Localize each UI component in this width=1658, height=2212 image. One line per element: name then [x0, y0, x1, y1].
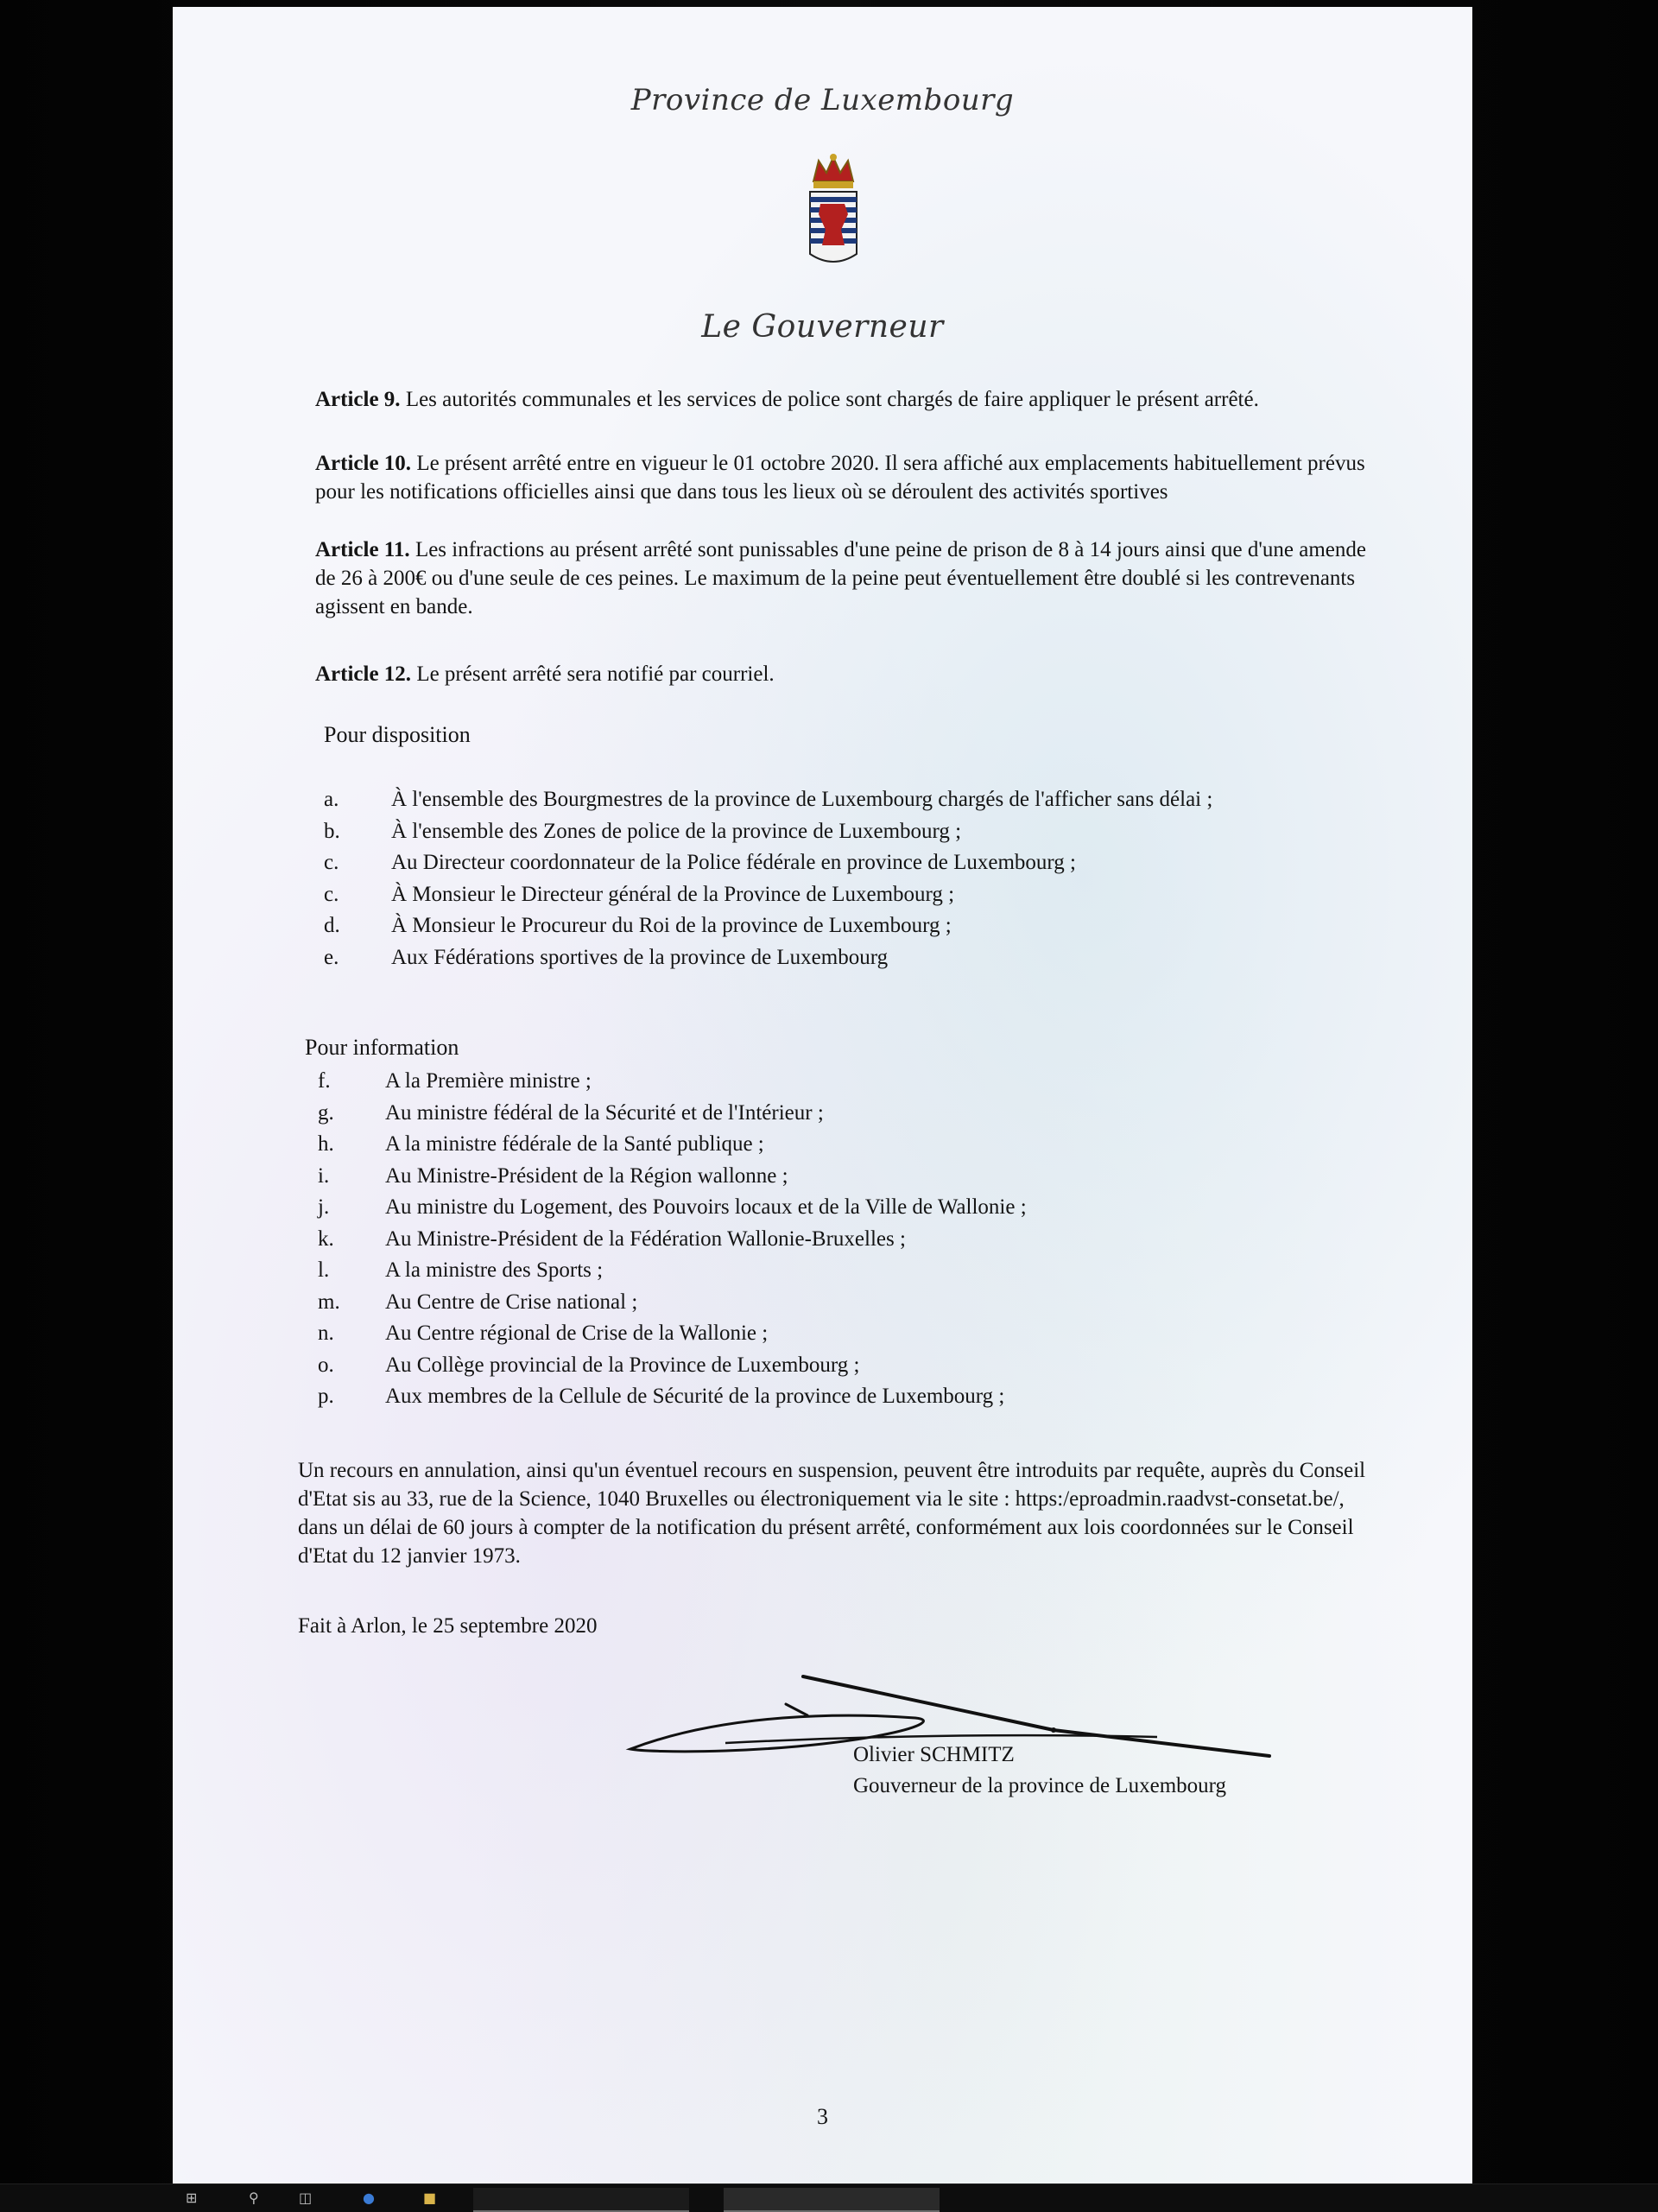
list-item: [318, 1255, 1027, 1287]
list-item-text: Au Centre régional de Crise de la Wallonie ;: [385, 1321, 769, 1345]
article-text: Le présent arrêté sera notifié par courriel.: [416, 662, 775, 686]
information-heading: Pour information: [305, 1035, 459, 1060]
list-item-text: À Monsieur le Procureur du Roi de la province de Luxembourg ;: [391, 914, 952, 937]
appeal-notice: Un recours en annulation, ainsi qu'un éventuel recours en suspension, peuvent être introduits par requête, auprès du Conseil d'Etat sis au 33, rue de la Science, 1040 Bruxelles ou électroniquement via le site : https:/eproadmin.raadvst-consetat.be/, dans un délai de 60 jours à compter de la notification du présent arrêté, conformément aux lois coordonnées sur le Conseil d'Etat du 12 janvier 1973.: [298, 1459, 1366, 1568]
list-item: [318, 1381, 1027, 1413]
article-10: [315, 449, 1369, 506]
list-item: [318, 1161, 1027, 1193]
list-item: [324, 784, 1212, 816]
list-marker: d.: [324, 914, 340, 937]
windows-start-icon[interactable]: ⊞: [186, 2190, 198, 2206]
list-item-text: A la ministre fédérale de la Santé publique ;: [385, 1132, 764, 1156]
list-item-text: Aux membres de la Cellule de Sécurité de la province de Luxembourg ;: [385, 1385, 1005, 1408]
list-item-text: Au ministre fédéral de la Sécurité et de l'Intérieur ;: [385, 1100, 824, 1125]
list-marker: j.: [318, 1195, 330, 1219]
taskbar-window-pdf[interactable]: [473, 2188, 689, 2212]
list-item-text: Au Collège provincial de la Province de Luxembourg ;: [385, 1353, 860, 1377]
list-item: [324, 942, 1212, 974]
list-marker: b.: [324, 819, 340, 843]
list-item-text: À l'ensemble des Zones de police de la province de Luxembourg ;: [391, 819, 962, 843]
list-item-text: Au Ministre-Président de la Région wallonne ;: [385, 1163, 788, 1188]
list-marker: p.: [318, 1385, 334, 1408]
article-label: Article 12.: [315, 662, 412, 686]
search-icon[interactable]: ⚲: [249, 2190, 259, 2206]
list-item: [318, 1287, 1027, 1319]
list-item-text: À l'ensemble des Bourgmestres de la province de Luxembourg chargés de l'afficher sans délai ;: [391, 788, 1213, 811]
list-item-text: A la ministre des Sports ;: [385, 1258, 604, 1282]
list-item: [318, 1129, 1027, 1161]
list-item-text: Au Centre de Crise national ;: [385, 1290, 638, 1314]
browser-icon[interactable]: ●: [363, 2190, 375, 2206]
list-item: [318, 1192, 1027, 1224]
list-marker: c.: [324, 882, 339, 906]
province-header: Province de Luxembourg: [630, 83, 1015, 117]
list-marker: e.: [324, 945, 339, 969]
list-marker: h.: [318, 1132, 334, 1156]
list-marker: c.: [324, 851, 339, 874]
list-item: [318, 1224, 1027, 1256]
list-item: [318, 1098, 1027, 1130]
taskbar-window-pdf-active[interactable]: [724, 2188, 940, 2212]
list-marker: k.: [318, 1226, 334, 1251]
list-marker: g.: [318, 1100, 334, 1125]
list-item: [318, 1066, 1027, 1098]
article-text: Le présent arrêté entre en vigueur le 01 octobre 2020. Il sera affiché aux emplacements habituellement prévus pour les notifications officielles ainsi que dans tous les lieux où se déroulent des activités sportives: [315, 452, 1365, 504]
list-item: [324, 910, 1212, 942]
list-item-text: A la Première ministre ;: [385, 1069, 592, 1093]
list-marker: m.: [318, 1290, 340, 1314]
information-list: [318, 1066, 1027, 1413]
article-label: Article 11.: [315, 538, 410, 561]
article-text: Les infractions au présent arrêté sont punissables d'une peine de prison de 8 à 14 jours ainsi que d'une amende de 26 à 200€ ou d'une seule de ces peines. Le maximum de la peine peut éventuellement être doublé si les contrevenants agissent en bande.: [315, 538, 1366, 618]
page-number: 3: [817, 2104, 828, 2129]
disposition-list: [324, 784, 1212, 973]
article-9: [315, 385, 1369, 414]
list-item: [324, 847, 1212, 879]
list-item: [324, 879, 1212, 911]
disposition-heading: Pour disposition: [324, 722, 471, 747]
list-marker: f.: [318, 1069, 331, 1093]
document-page: [173, 7, 1472, 2183]
list-item-text: Aux Fédérations sportives de la province de Luxembourg: [391, 945, 889, 969]
list-item-text: Au Directeur coordonnateur de la Police fédérale en province de Luxembourg ;: [391, 851, 1076, 874]
article-11: [315, 536, 1369, 621]
list-marker: l.: [318, 1258, 330, 1282]
article-label: Article 10.: [315, 452, 412, 475]
taskbar: [0, 2183, 1658, 2212]
list-marker: i.: [318, 1163, 330, 1188]
signer-title: Gouverneur de la province de Luxembourg: [853, 1774, 1227, 1797]
list-item-text: Au Ministre-Président de la Fédération Wallonie-Bruxelles ;: [385, 1226, 906, 1251]
governor-title: Le Gouverneur: [701, 309, 944, 345]
place-date: Fait à Arlon, le 25 septembre 2020: [298, 1614, 598, 1638]
list-item: [318, 1350, 1027, 1382]
list-marker: n.: [318, 1321, 334, 1345]
article-12: [315, 660, 1369, 688]
article-text: Les autorités communales et les services de police sont chargés de faire appliquer le présent arrêté.: [405, 388, 1259, 411]
list-marker: o.: [318, 1353, 334, 1377]
list-item-text: À Monsieur le Directeur général de la Province de Luxembourg ;: [391, 882, 955, 906]
list-marker: a.: [324, 788, 339, 811]
coat-of-arms-icon: [803, 152, 864, 269]
article-label: Article 9.: [315, 388, 401, 411]
folder-icon[interactable]: ■: [423, 2190, 437, 2206]
list-item: [318, 1318, 1027, 1350]
signer-name: Olivier SCHMITZ: [853, 1743, 1015, 1766]
task-view-icon[interactable]: ◫: [299, 2190, 313, 2206]
list-item: [324, 816, 1212, 848]
list-item-text: Au ministre du Logement, des Pouvoirs locaux et de la Ville de Wallonie ;: [385, 1195, 1027, 1219]
